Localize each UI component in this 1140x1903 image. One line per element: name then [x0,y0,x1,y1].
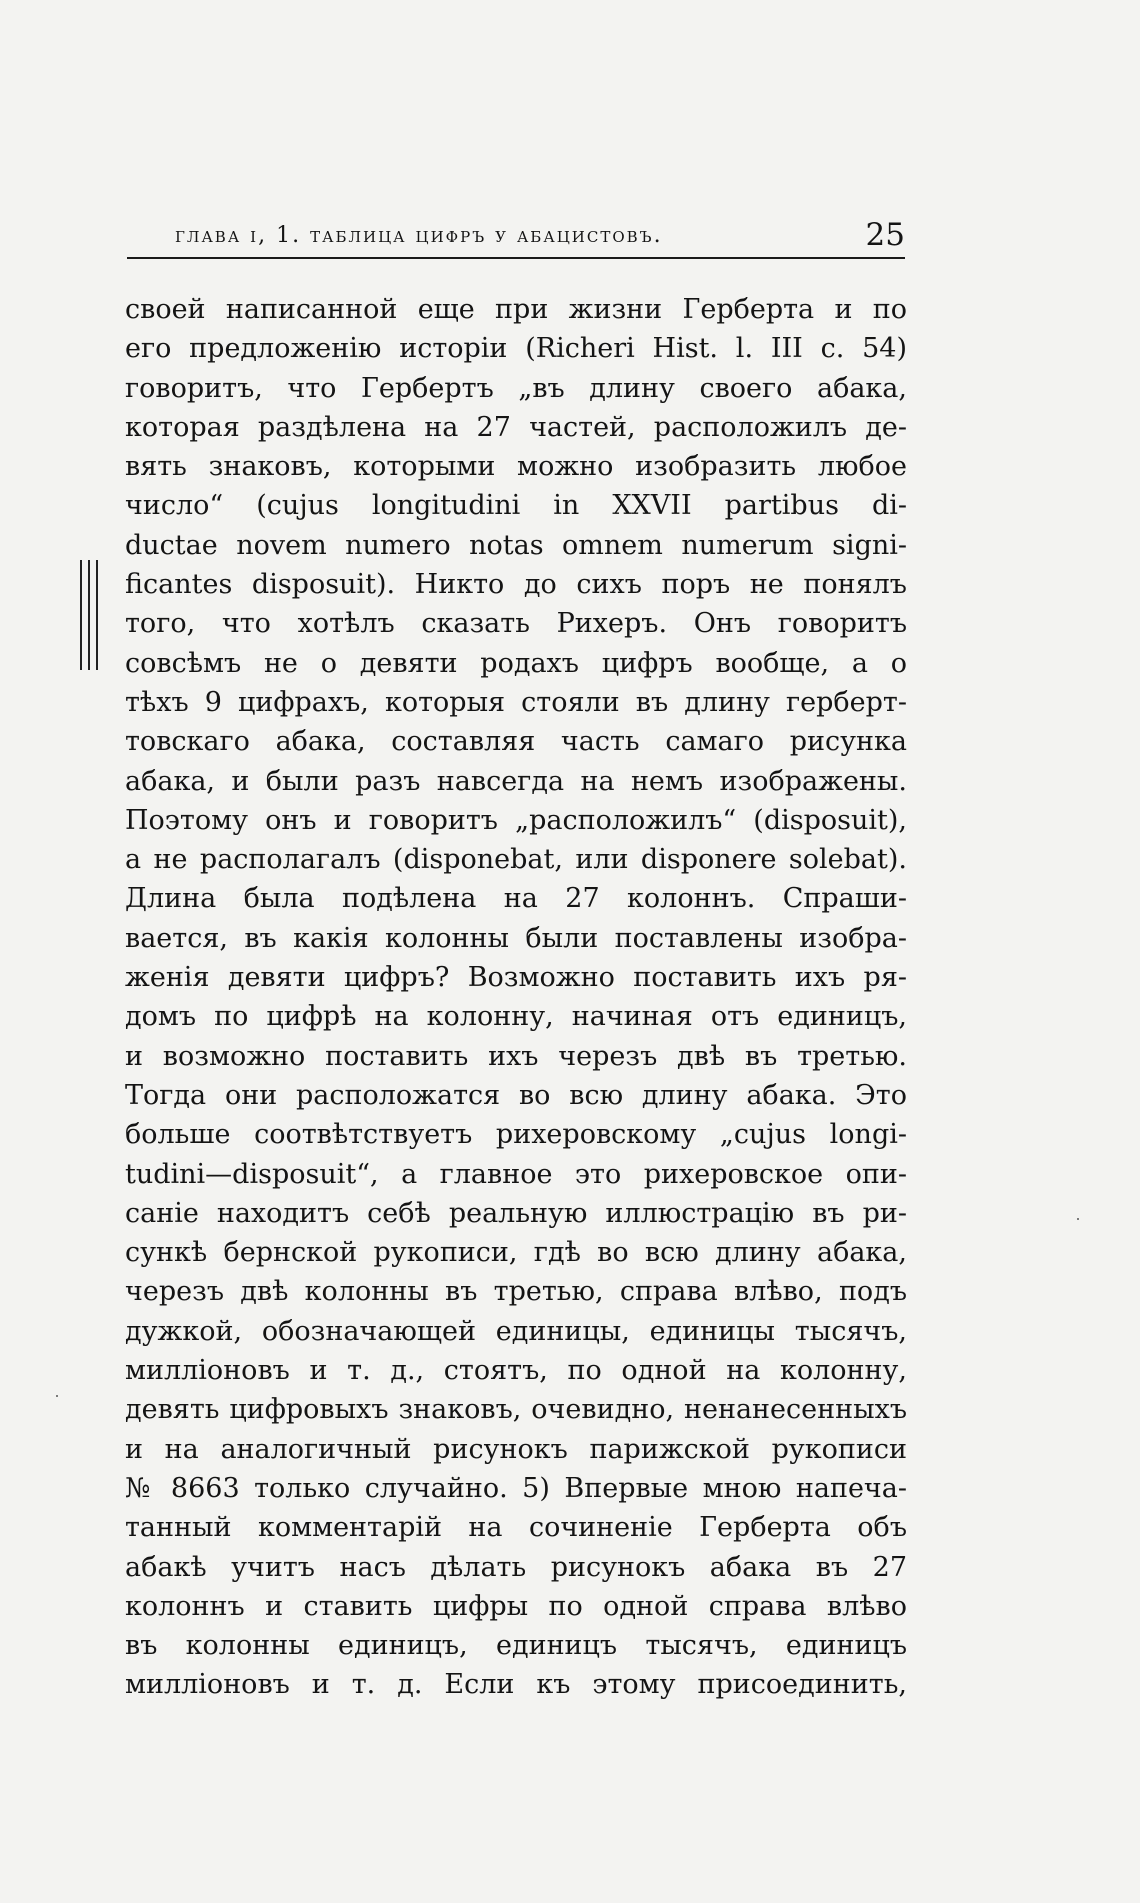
margin-mark [80,560,100,670]
text-line: № 8663 только случайно. 5) Впервые мною напеча- [125,1472,907,1504]
text-line: танный комментарій на сочиненіе Герберта объ [125,1512,907,1544]
text-line: милліоновъ и т. д., стоятъ, по одной на колонну, [125,1355,907,1387]
text-line: ficantes disposuit). Никто до сихъ поръ не понялъ [125,569,907,601]
text-line: товскаго абака, составляя часть самаго рисунка [125,726,907,758]
page-number: 25 [865,217,905,253]
text-line: tudini—disposuit“, а главное это рихеровское опи- [125,1158,907,1190]
text-line: того, что хотѣлъ сказать Рихеръ. Онъ говоритъ [125,608,907,640]
text-line: Поэтому онъ и говоритъ „расположилъ“ (disposuit), [125,804,907,836]
text-line: число“ (cujus longitudini in XXVII partibus di- [125,490,907,522]
text-line: вается, въ какія колонны были поставлены изобра- [125,922,907,954]
text-line: ductae novem numero notas omnem numerum signi- [125,529,907,561]
scan-speck [56,1395,58,1397]
text-line: въ колонны единицъ, единицъ тысячъ, единицъ [125,1630,907,1662]
scan-speck [1077,1218,1079,1220]
text-line: женія девяти цифръ? Возможно поставить ихъ ря- [125,962,907,994]
body-text [125,290,907,1705]
running-title: глава i, 1. таблица цифръ у абацистовъ. [175,223,663,248]
text-line: и возможно поставить ихъ черезъ двѣ въ третью. [125,1040,907,1072]
page-header [127,213,905,259]
text-line: своей написанной еще при жизни Герберта и по [125,294,907,325]
text-line: абакѣ учитъ насъ дѣлать рисунокъ абака въ 27 [125,1551,907,1583]
text-line: тѣхъ 9 цифрахъ, которыя стояли въ длину герберт- [125,686,907,718]
text-line: вять знаковъ, которыми можно изобразить любое [125,451,907,483]
text-line: черезъ двѣ колонны въ третью, справа влѣво, подъ [125,1276,907,1308]
text-line: абака, и были разъ навсегда на немъ изображены. [125,765,907,797]
text-line: колоннъ и ставить цифры по одной справа влѣво [125,1590,907,1622]
text-line: совсѣмъ не о девяти родахъ цифръ вообще, а о [125,647,907,679]
text-line: дужкой, обозначающей единицы, единицы тысячъ, [125,1315,907,1347]
text-line: девять цифровыхъ знаковъ, очевидно, ненанесенныхъ [125,1394,907,1426]
text-line: и на аналогичный рисунокъ парижской рукописи [125,1433,907,1465]
text-line: которая раздѣлена на 27 частей, расположилъ де- [125,411,907,443]
text-line: милліоновъ и т. д. Если къ этому присоединить, [125,1669,907,1701]
text-line: его предложенію исторіи (Richeri Hist. l. III c. 54) [125,333,907,365]
text-line: сункѣ бернской рукописи, гдѣ во всю длину абака, [125,1237,907,1269]
text-line: саніе находитъ себѣ реальную иллюстрацію въ ри- [125,1197,907,1229]
text-line: Тогда они расположатся во всю длину абака. Это [125,1079,907,1111]
text-line: домъ по цифрѣ на колонну, начиная отъ единицъ, [125,1001,907,1033]
text-line: больше соотвѣтствуетъ рихеровскому „cujus longi- [125,1119,907,1151]
text-line: Длина была подѣлена на 27 колоннъ. Спраши- [125,883,907,915]
text-line: говоритъ, что Гербертъ „въ длину своего абака, [125,372,907,404]
text-line: а не располагалъ (disponebat, или disponere solebat). [125,844,907,876]
